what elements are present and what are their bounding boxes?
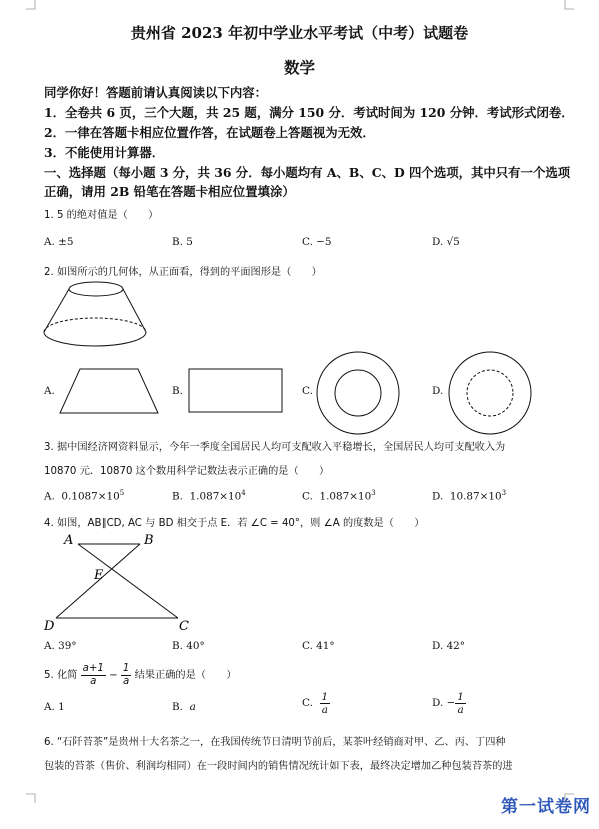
frustum-figure xyxy=(40,280,150,354)
instructions-greeting: 同学你好！答题前请认真阅读以下内容： xyxy=(44,85,268,100)
q6-stem-line-2: 包装的苔茶（售价、利润均相同）在一段时间内的销售情况统计如下表，最终决定增加乙种包装苔茶的进 xyxy=(44,761,513,772)
q3-stem-line-2: 10870 元．10870 这个数用科学记数法表示正确的是（ ） xyxy=(44,466,330,477)
q5-option-a: A. 1 xyxy=(44,701,65,713)
q3-stem-line-1: 3. 据中国经济网资料显示，今年一季度全国居民人均可支配收入平稳增长，全国居民人均可支配收入为 xyxy=(44,442,506,453)
q4-option-b: B. 40° xyxy=(172,640,205,652)
watermark-logo: 第一试卷网 xyxy=(501,797,591,817)
exam-title: 贵州省 2023 年初中学业水平考试（中考）试题卷 xyxy=(130,24,469,42)
q1-option-b: B. 5 xyxy=(172,236,193,248)
section-heading-line-2: 正确，请用 2B 铅笔在答题卡相应位置填涂） xyxy=(44,184,295,199)
q3-option-c: C. $1.087\times 10^3$ xyxy=(302,489,376,503)
instruction-item-3: 3．不能使用计算器． xyxy=(44,145,165,160)
q5-option-d: D. − $\frac{1}{a}$ xyxy=(432,690,464,716)
subject-title: 数学 xyxy=(283,58,315,77)
concentric-circles-dashed-figure xyxy=(447,350,533,436)
q1-option-c: C. −5 xyxy=(302,236,332,248)
crop-mark-top-right xyxy=(564,0,574,10)
crop-mark-bottom-left xyxy=(26,793,36,803)
q2-label-c: C. xyxy=(302,385,313,397)
q4-option-d: D. 42° xyxy=(432,640,465,652)
point-b-label: B xyxy=(144,533,154,548)
section-heading-line-1: 一、选择题（每小题 3 分，共 36 分．每小题均有 A、B、C、D 四个选项，其中只有一个选项 xyxy=(44,165,571,180)
q3-option-d: D. $10.87\times 10^3$ xyxy=(432,489,507,503)
q2-label-b: B. xyxy=(172,385,183,397)
parallel-lines-figure xyxy=(40,530,200,634)
point-a-label: A xyxy=(64,533,74,548)
q2-stem: 2. 如图所示的几何体，从正面看，得到的平面图形是（ ） xyxy=(44,267,322,278)
rectangle-figure xyxy=(188,368,284,414)
q6-stem-line-1: 6. “石阡苔茶”是贵州十大名茶之一，在我国传统节日清明节前后，某茶叶经销商对甲、乙、丙、丁四种 xyxy=(44,737,506,748)
crop-mark-top-left xyxy=(26,0,36,10)
q5-option-b: B. a xyxy=(172,701,196,713)
q5-stem: 5. 化简 $\frac{a+1}{a}$ − $\frac{1}{a}$ 结果正确的是（ ） xyxy=(44,662,237,687)
instruction-item-1: 1．全卷共 6 页，三个大题，共 25 题，满分 150 分．考试时间为 120 分钟．考试形式闭卷． xyxy=(44,105,574,120)
point-d-label: D xyxy=(44,619,55,634)
trapezoid-figure xyxy=(58,367,160,415)
q1-stem: 1. 5 的绝对值是（ ） xyxy=(44,210,159,221)
concentric-circles-solid-figure xyxy=(315,350,401,436)
q5-fraction-1: $\frac{a+1}{a}$ xyxy=(82,662,104,687)
q5-fraction-2: $\frac{1}{a}$ xyxy=(122,662,130,687)
q3-option-b: B. $1.087\times 10^4$ xyxy=(172,489,246,503)
q4-option-c: C. 41° xyxy=(302,640,335,652)
q2-label-d: D. xyxy=(432,385,444,397)
q3-option-a: A. $0.1087\times 10^5$ xyxy=(44,489,125,503)
q4-stem: 4. 如图，AB∥CD, AC 与 BD 相交于点 E．若 ∠C = 40°，则 ∠A 的度数是（ ） xyxy=(44,518,425,529)
instruction-item-2: 2．一律在答题卡相应位置作答，在试题卷上答题视为无效． xyxy=(44,125,375,140)
q5-option-c: C. $\frac{1}{a}$ xyxy=(302,690,329,716)
q1-option-d: D. √5 xyxy=(432,236,460,248)
q4-option-a: A. 39° xyxy=(44,640,77,652)
q2-label-a: A. xyxy=(44,385,55,397)
point-c-label: C xyxy=(179,619,189,634)
q1-option-a: A. ±5 xyxy=(44,236,74,248)
point-e-label: E xyxy=(94,568,104,583)
